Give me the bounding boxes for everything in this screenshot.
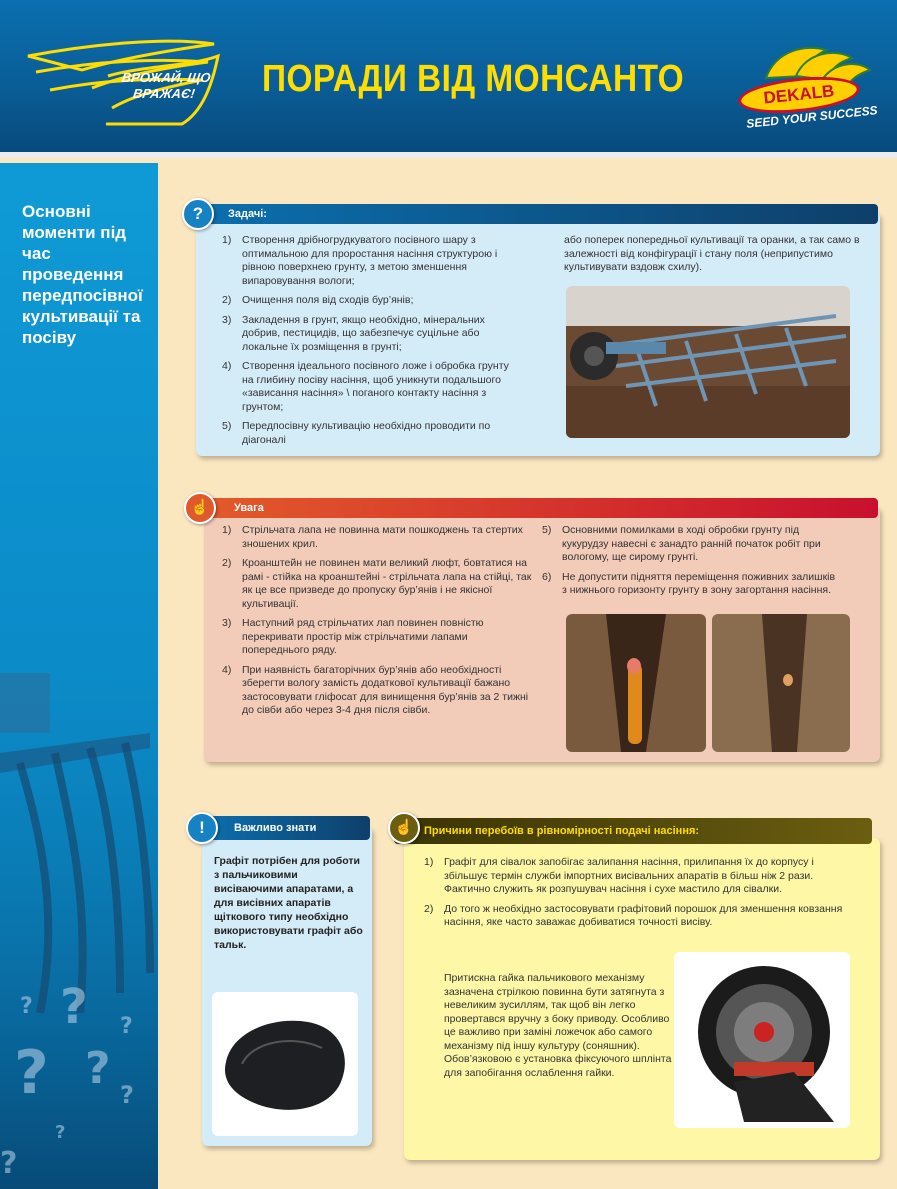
seed-meter-photo <box>674 952 850 1128</box>
list-item: 1) Стрільчата лапа не повинна мати пошкоджень та стертих зношених крил. <box>222 524 523 550</box>
graphite-photo <box>212 992 358 1136</box>
causes-note: Притискна гайка пальчикового механізму зазначена стрілкою повинна бути затягнута з невеликим зусиллям, так щоб він легко провертався вручну з боку приводу. Особливо це важливо при заміні ложечок або самого механізму під іншу культуру (соняшник). Обов’язковою є установка фіксуючого шплінта для запобігання ослаблення гайки. <box>444 972 672 1079</box>
important-text: Графіт потрібен для роботи з пальчиковими висіваючими апаратами, а для висівних апаратів щіткового типу необхідно використовувати графіт або тальк. <box>214 855 363 951</box>
header-divider <box>0 152 897 158</box>
question-icon: ? <box>182 198 214 230</box>
pointing-finger-icon: ☝ <box>184 492 216 524</box>
svg-text:?: ? <box>0 1146 18 1181</box>
dekalb-logo: DEKALB <box>737 72 862 119</box>
important-panel <box>199 818 372 1146</box>
list-item: 4) Створення ідеального посівного ложе і обробка грунту на глибину посіву насіння, щоб уникнути подальшого «зависання насіння» \ поганого контакту насіння з грунтом; <box>222 360 509 413</box>
seed-furrow-image <box>566 614 706 752</box>
svg-text:?: ? <box>14 1038 49 1108</box>
logo-tagline: SEED YOUR SUCCESS <box>745 103 879 131</box>
tasks-list <box>222 234 522 453</box>
graphite-powder-image <box>212 992 358 1136</box>
list-item: 1) Графіт для сівалок запобігає залипання насіння, прилипання їх до корпусу і збільшує термін служби імпортних висівальних апаратів в більш ніж 2 рази. Фактично служить як розпушувач насіння і сухе мастило для сівалки. <box>424 856 814 895</box>
sidebar <box>0 163 158 1189</box>
header-banner <box>0 0 897 158</box>
important-header-bar <box>204 816 370 840</box>
attention-list-right <box>542 524 842 604</box>
planter-background-art <box>0 653 158 1189</box>
seed-furrow-photo-2 <box>712 614 850 752</box>
causes-list <box>424 856 844 936</box>
list-item: 4) При наявність багаторічних бур’янів або необхідності зберегти вологу замість додаткової культивації бажано застосовувати гліфосат для винищення бур’янів за 2 тижні до сівби або через 3-4 дня після сівби. <box>222 663 529 716</box>
cultivator-image <box>566 286 850 438</box>
seed-furrow-photo-1 <box>566 614 706 752</box>
list-item: 1) Створення дрібногрудкуватого посівного шару з оптимальною для проростання насіння структурою і рівною поверхнею грунту, з метою зменшення випаровування вологи; <box>222 234 498 287</box>
tasks-panel <box>192 204 880 456</box>
list-item: 5) Передпосівну культивацію необхідно проводити по діагоналі <box>222 420 491 446</box>
attention-panel <box>190 499 880 762</box>
tasks-header-bar <box>198 204 878 224</box>
causes-header-bar <box>394 818 872 844</box>
cultivator-photo <box>566 286 850 438</box>
svg-text:?: ? <box>60 979 88 1035</box>
attention-list-left <box>222 524 534 724</box>
svg-text:?: ? <box>120 1014 133 1039</box>
svg-text:?: ? <box>85 1043 111 1094</box>
list-item: 6) Не допустити підняття переміщення поживних залишків з нижнього горизонту грунту в зону загортання насіння. <box>542 570 836 596</box>
list-item: 2) Кроанштейн не повинен мати великий люфт, бовтатися на рамі - стійка на кроанштейні - стрільчата лапа на стійці, так як це все призведе до пропуску бур’янів і не якісної культивації. <box>222 557 532 610</box>
important-heading: Важливо знати <box>234 822 317 834</box>
list-item: 3) Наступний ряд стрільчатих лап повинен повністю перекривати простір між стрільчатими лапами попереднього ряду. <box>222 617 484 656</box>
causes-heading: Причини перебоїв в рівномірності подачі насіння: <box>424 825 700 837</box>
seed-meter-image <box>674 952 850 1128</box>
page-title: ПОРАДИ ВІД МОНСАНТО <box>262 58 685 100</box>
tasks-heading: Задачі: <box>228 208 267 220</box>
list-item: 5) Основними помилками в ході обробки грунту під кукурудзу навесні є занадто ранній початок робіт при вологому, ще сирому грунті. <box>542 524 821 563</box>
list-item: 3) Закладення в грунт, якщо необхідно, мінеральних добрив, пестицидів, що забезпечує суцільне або локальне їх розміщення в грунті; <box>222 313 485 353</box>
list-item: 2) Очищення поля від сходів бур’янів; <box>222 294 414 306</box>
svg-text:?: ? <box>120 1081 134 1109</box>
svg-text:?: ? <box>55 1122 66 1143</box>
tasks-continuation: або поперек попередньої культивації та оранки, а так само в залежності від конфігурації і стану поля (неприпустимо культивувати вздовж схилу). <box>564 234 860 273</box>
attention-heading: Увага <box>234 502 264 514</box>
causes-panel <box>394 819 880 1160</box>
sidebar-title: Основні моменти під час проведення передпосівної культивації та посіву <box>22 202 143 347</box>
pointing-finger-icon: ☝ <box>388 812 420 844</box>
list-item: 2) До того ж необхідно застосовувати графітовий порошок для зменшення ковзання насіння, яке часто заважає добиватися точності висіву. <box>424 902 843 928</box>
slogan-text: ВРОЖАЙ, ЩО ВРАЖАЄ! <box>120 70 212 101</box>
seed-furrow-image <box>712 614 850 752</box>
exclamation-icon: ! <box>186 812 218 844</box>
svg-text:?: ? <box>20 994 33 1019</box>
attention-header-bar <box>204 498 878 518</box>
